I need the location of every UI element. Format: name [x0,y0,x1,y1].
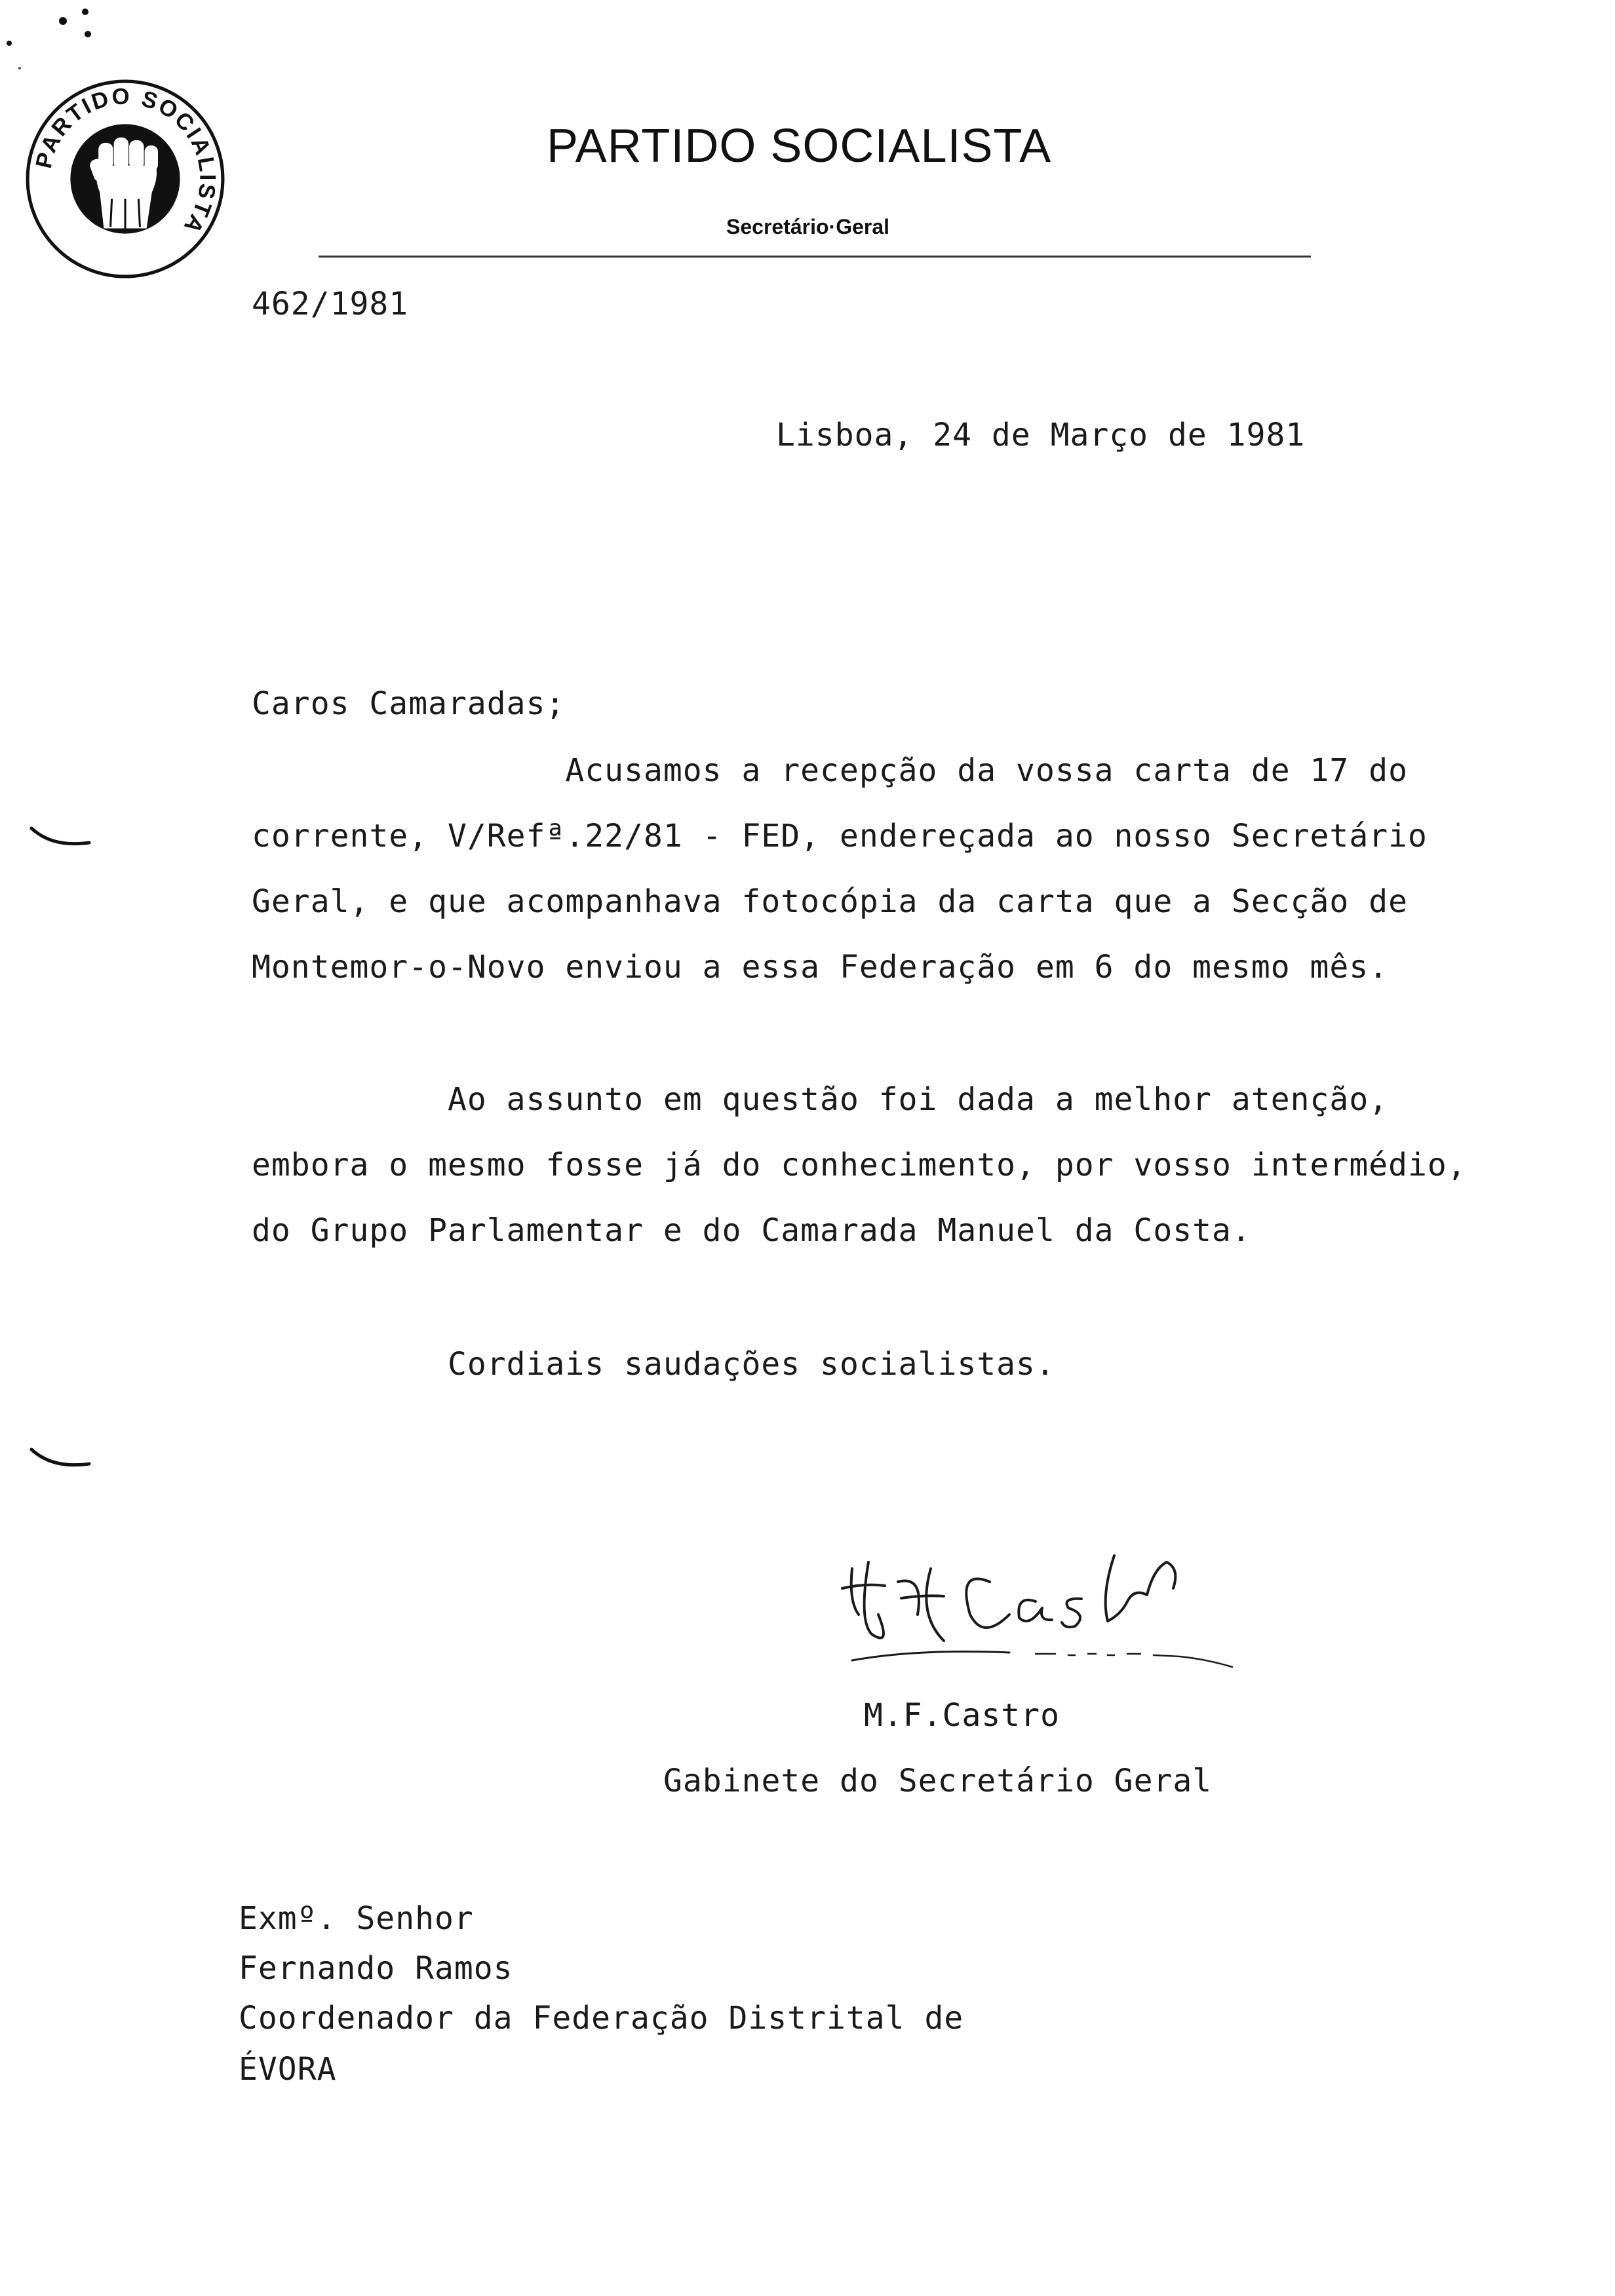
logo-ring-text: PARTIDO SOCIALISTA [31,84,220,240]
reference-number: 462/1981 [252,286,409,322]
paragraph-1-line-2: corrente, V/Refª.22/81 - FED, endereçada ao nosso Secretário [252,818,1428,854]
addressee-line-3: Coordenador da Federação Distrital de [239,2000,964,2037]
signer-name: M.F.Castro [864,1697,1060,1734]
handwritten-signature [839,1542,1258,1680]
salutation: Caros Camaradas; [252,685,566,722]
paragraph-1-line-1: Acusamos a recepção da vossa carta de 17 do [252,752,1409,789]
paragraph-2-line-3: do Grupo Parlamentar e do Camarada Manuel da Costa. [252,1212,1251,1249]
addressee-line-2: Fernando Ramos [239,1950,513,1987]
paragraph-2-line-1: Ao assunto em questão foi dada a melhor atenção, [252,1081,1389,1118]
paragraph-2-line-2: embora o mesmo fosse já do conhecimento, por vosso intermédio, [252,1147,1467,1183]
signer-office: Gabinete do Secretário Geral [663,1763,1213,1799]
paragraph-1-line-4: Montemor-o-Novo enviou a essa Federação em 6 do mesmo mês. [252,949,1389,985]
scan-marks-icon [0,0,131,85]
header-divider [319,256,1311,258]
party-name-heading: PARTIDO SOCIALISTA [547,120,1052,172]
punch-mark-icon [26,1442,98,1481]
addressee-line-1: Exmº. Senhor [239,1900,474,1937]
secretary-general-label: Secretário·Geral [726,215,890,239]
addressee-line-4: ÉVORA [239,2051,337,2088]
party-logo-icon [25,79,225,279]
closing-line: Cordiais saudações socialistas. [252,1346,1055,1383]
date-line: Lisboa, 24 de Março de 1981 [776,417,1306,453]
paragraph-1-line-3: Geral, e que acompanhava fotocópia da carta que a Secção de [252,883,1409,920]
punch-mark-icon [26,819,98,858]
